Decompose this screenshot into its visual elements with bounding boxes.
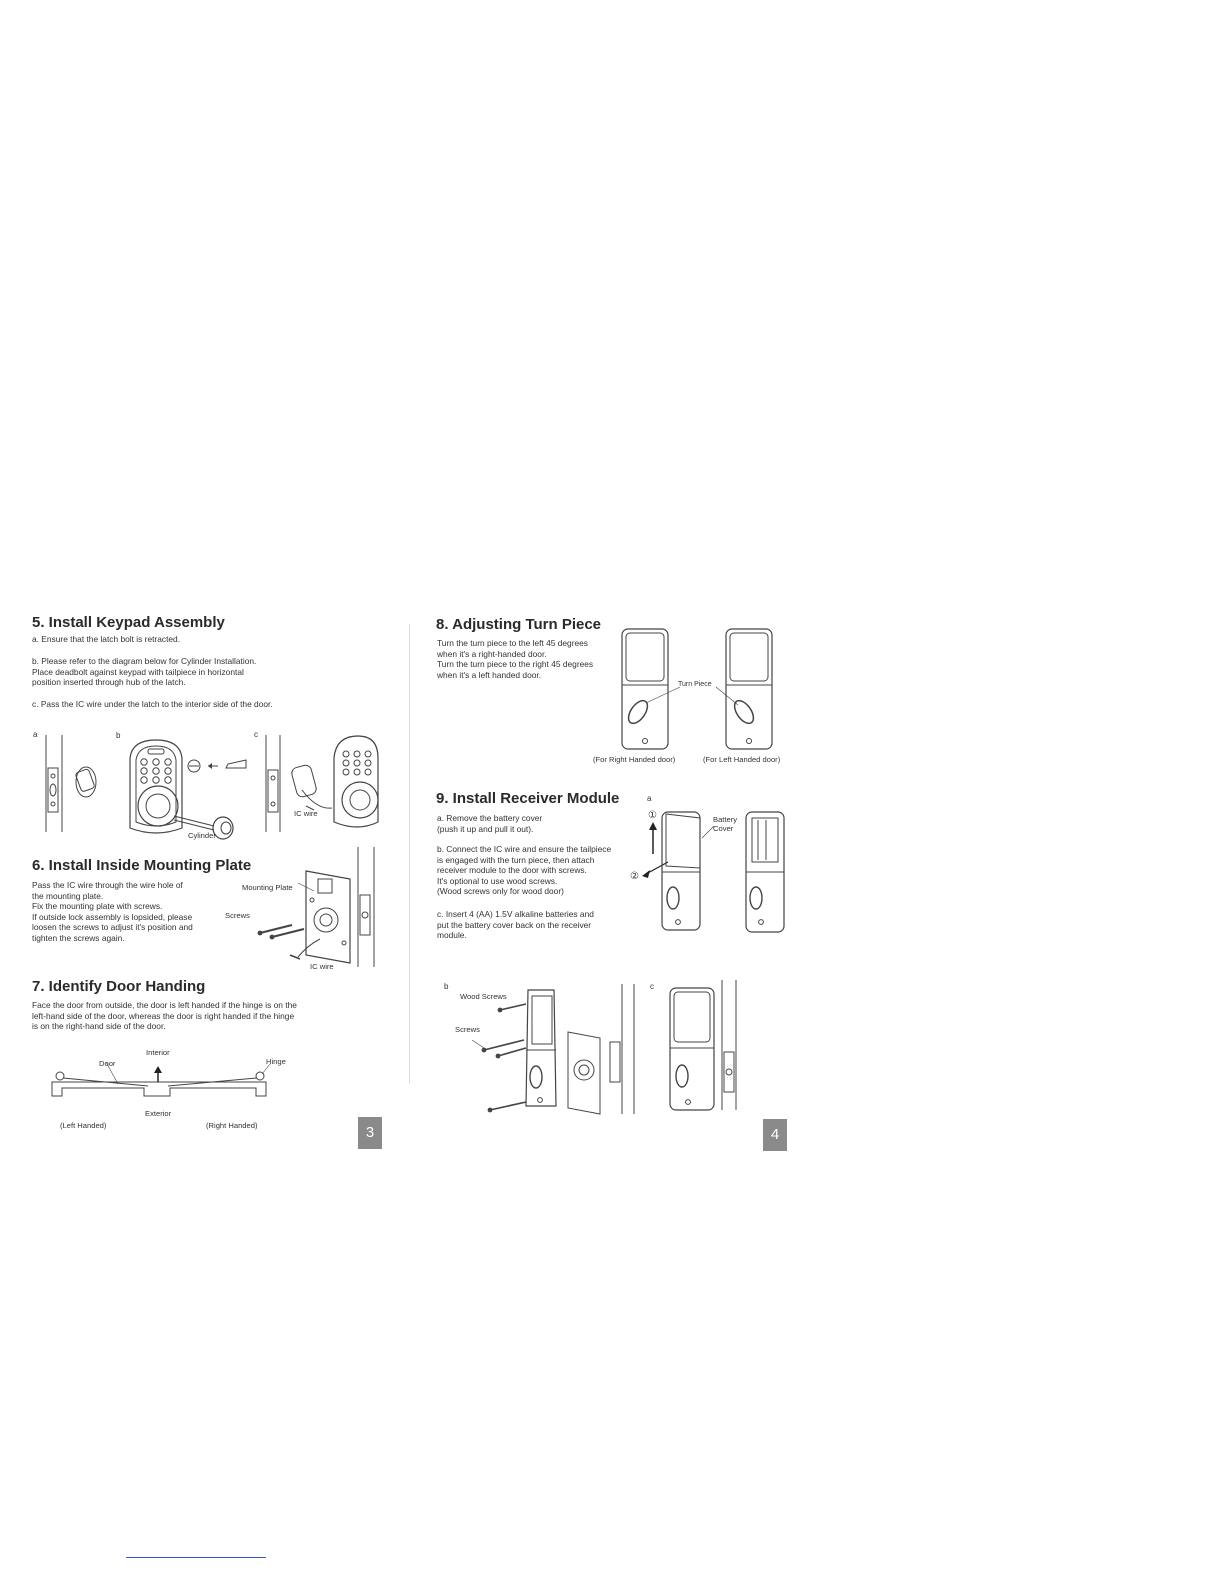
turn-piece-label: Turn Piece [678, 681, 712, 688]
section-5-step-c: c. Pass the IC wire under the latch to the interior side of the door. [32, 699, 273, 709]
ic-wire-label: IC wire [294, 809, 318, 818]
step-1-marker: ① [648, 810, 657, 821]
section-8-body: Turn the turn piece to the left 45 degrees when it's a right-handed door. Turn the turn piece to the right 45 degrees when it's a left handed door. [437, 638, 594, 680]
page-number-4: 4 [763, 1119, 787, 1151]
page-divider [409, 624, 410, 1084]
receiver-module-icon [640, 808, 790, 938]
section-9-step-a: a. Remove the battery cover (push it up and pull it out). [437, 813, 543, 834]
section-7-body: Face the door from outside, the door is left handed if the hinge is on the left-hand side of the door, whereas the door is right handed if the hinge is on the right-hand side of the door. [32, 1000, 297, 1032]
left-handed-label: (Left Handed) [60, 1121, 107, 1130]
section-5-title: 5. Install Keypad Assembly [32, 614, 225, 631]
interior-label: Interior [146, 1048, 170, 1057]
receiver-install-diagram [476, 982, 636, 1117]
figure-5b-label: b [116, 731, 121, 740]
section-9-step-b: b. Connect the IC wire and ensure the tailpiece is engaged with the turn piece, then attach receiver module to the door with screws. It's optional to use wood screws. (Wood screws only for wood door) [437, 844, 612, 897]
screws-label: Screws [225, 911, 250, 920]
ic-wire-label-2: IC wire [310, 962, 334, 971]
figure-5a-label: a [33, 730, 38, 739]
figure-9a-label: a [647, 794, 652, 803]
figure-9b-label: b [444, 982, 449, 991]
right-handed-label: (Right Handed) [206, 1121, 258, 1130]
turn-piece-icon [620, 627, 780, 752]
section-6-body: Pass the IC wire through the wire hole of the mounting plate. Fix the mounting plate with screws. If outside lock assembly is lopsided, please loosen the screws to adjust it's position and tighten the screws again. [32, 880, 193, 943]
mounting-plate-diagram [240, 845, 380, 970]
wood-screws-label: Wood Screws [460, 992, 507, 1001]
section-6-title: 6. Install Inside Mounting Plate [32, 857, 252, 874]
section-5-step-b: b. Please refer to the diagram below for Cylinder Installation. Place deadbolt against keypad with tailpiece in horizontal position inserted through hub of the latch. [32, 656, 257, 688]
section-5-step-a: a. Ensure that the latch bolt is retracted. [32, 634, 181, 644]
keypad-assembly-door-diagram [262, 730, 382, 840]
step-2-marker: ② [630, 871, 639, 882]
figure-9c-label: c [650, 982, 654, 991]
keypad-lock-icon [118, 738, 258, 838]
receiver-installed-diagram [662, 978, 762, 1118]
right-handed-door-label: (For Right Handed door) [593, 755, 676, 764]
door-hinge-diagram [48, 1064, 278, 1109]
section-7-title: 7. Identify Door Handing [32, 978, 206, 995]
hinge-label: Hinge [266, 1057, 286, 1066]
exterior-label: Exterior [145, 1109, 172, 1118]
mounting-plate-label: Mounting Plate [242, 883, 293, 892]
section-8-title: 8. Adjusting Turn Piece [436, 616, 602, 633]
section-9-step-c: c. Insert 4 (AA) 1.5V alkaline batteries and put the battery cover back on the receiver module. [437, 909, 594, 941]
cylinder-label: Cylinder [188, 831, 216, 840]
screws-label-2: Screws [455, 1025, 480, 1034]
section-9-title: 9. Install Receiver Module [436, 790, 620, 807]
figure-5c-label: c [254, 730, 258, 739]
battery-cover-label: Battery Cover [713, 815, 738, 833]
left-handed-door-label: (For Left Handed door) [703, 755, 781, 764]
latch-diagram [40, 730, 110, 840]
bottom-link-rule [126, 1557, 266, 1558]
door-label: Door [99, 1059, 116, 1068]
page-number-3: 3 [358, 1117, 382, 1149]
